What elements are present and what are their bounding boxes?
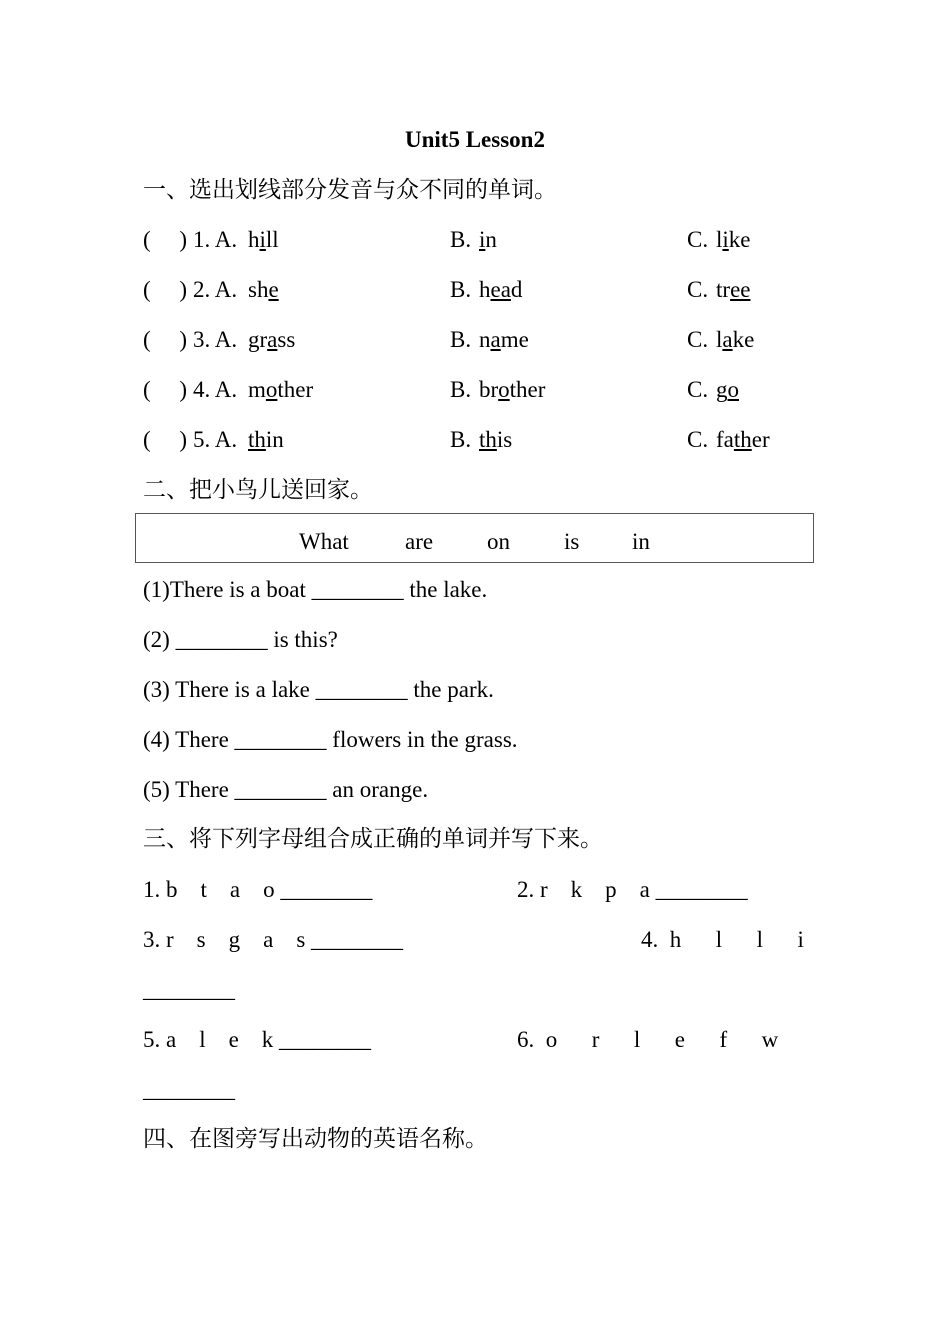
- letter-item: 6. o r l e f w: [517, 1027, 779, 1052]
- word-part: l: [716, 227, 723, 252]
- option-c-word: [716, 428, 770, 451]
- option-c-label: C.: [687, 227, 709, 252]
- section-4-heading: 四、在图旁写出动物的英语名称。: [143, 1126, 488, 1151]
- word-part: is: [496, 427, 513, 452]
- option-b-word: [479, 278, 522, 301]
- option-b-word: [479, 328, 529, 351]
- word-part: er: [751, 427, 770, 452]
- answer-bracket: ( ): [143, 427, 188, 452]
- word-part: me: [500, 327, 529, 352]
- option-c-word: [716, 278, 750, 301]
- section-3-heading: 三、将下列字母组合成正确的单词并写下来。: [143, 826, 603, 851]
- answer-bracket: ( ): [143, 227, 188, 252]
- word-bank-word: What: [299, 529, 349, 554]
- underlined-sound: ee: [730, 277, 751, 302]
- question-number: 3. A.: [193, 327, 238, 352]
- underlined-sound: i: [479, 227, 486, 252]
- underlined-sound: th: [733, 427, 752, 452]
- letter-item: 3. r s g a s ________: [143, 927, 404, 952]
- word-part: h: [248, 227, 260, 252]
- underlined-sound: a: [267, 327, 278, 352]
- underlined-sound: e: [268, 277, 279, 302]
- word-bank-word: are: [405, 529, 434, 554]
- underlined-sound: a: [490, 327, 501, 352]
- word-part: fa: [716, 427, 734, 452]
- section-2-heading: 二、把小鸟儿送回家。: [143, 477, 373, 502]
- option-a-word: [248, 278, 279, 301]
- option-b-label: B.: [450, 377, 472, 402]
- word-part: ke: [732, 327, 755, 352]
- word-part: g: [716, 377, 728, 402]
- word-part: ther: [509, 377, 546, 402]
- letter-item: 1. b t a o ________: [143, 877, 373, 902]
- option-c-label: C.: [687, 327, 709, 352]
- word-part: ther: [277, 377, 314, 402]
- underlined-sound: th: [479, 427, 497, 452]
- option-a-word: [248, 378, 313, 401]
- section-1-heading: 一、选出划线部分发音与众不同的单词。: [143, 177, 557, 202]
- answer-bracket: ( ): [143, 277, 188, 302]
- option-b-label: B.: [450, 277, 472, 302]
- letter-item: 2. r k p a ________: [517, 877, 748, 902]
- question-number: 4. A.: [193, 377, 238, 402]
- option-b-label: B.: [450, 327, 472, 352]
- fill-sentence: (2) ________ is this?: [143, 627, 338, 652]
- word-part: m: [248, 377, 266, 402]
- word-part: h: [479, 277, 491, 302]
- word-bank-word: in: [632, 529, 650, 554]
- word-part: tr: [716, 277, 731, 302]
- option-a-word: [248, 428, 284, 451]
- underlined-sound: o: [265, 377, 278, 402]
- option-c-word: [716, 228, 751, 251]
- option-c-label: C.: [687, 377, 709, 402]
- question-number: 1. A.: [193, 227, 238, 252]
- fill-sentence: (3) There is a lake ________ the park.: [143, 677, 494, 702]
- underlined-sound: ea: [490, 277, 511, 302]
- underlined-sound: o: [727, 377, 739, 402]
- word-part: ll: [265, 227, 279, 252]
- option-c-label: C.: [687, 277, 709, 302]
- underlined-sound: a: [722, 327, 733, 352]
- answer-bracket: ( ): [143, 327, 188, 352]
- word-bank-word: on: [487, 529, 510, 554]
- underlined-sound: i: [259, 227, 266, 252]
- word-part: ke: [728, 227, 751, 252]
- underlined-sound: o: [498, 377, 510, 402]
- word-part: gr: [248, 327, 268, 352]
- question-number: 2. A.: [193, 277, 238, 302]
- option-b-word: [479, 378, 545, 401]
- word-part: br: [479, 377, 499, 402]
- word-part: d: [510, 277, 523, 302]
- letter-item: 5. a l e k ________: [143, 1027, 372, 1052]
- underlined-sound: i: [722, 227, 729, 252]
- fill-sentence: (5) There ________ an orange.: [143, 777, 429, 802]
- word-bank-word: is: [564, 529, 580, 554]
- option-c-word: [716, 328, 754, 351]
- option-c-word: [716, 378, 739, 401]
- word-part: in: [265, 427, 284, 452]
- underlined-sound: th: [248, 427, 266, 452]
- word-part: ss: [277, 327, 296, 352]
- question-number: 5. A.: [193, 427, 238, 452]
- option-b-label: B.: [450, 227, 472, 252]
- letter-item-blank: ________: [143, 1077, 235, 1102]
- option-b-label: B.: [450, 427, 472, 452]
- word-part: n: [479, 327, 491, 352]
- fill-sentence: (4) There ________ flowers in the grass.: [143, 727, 518, 752]
- answer-bracket: ( ): [143, 377, 188, 402]
- letter-item: 4. h l l i: [641, 927, 804, 952]
- word-part: n: [485, 227, 497, 252]
- letter-item-blank: ________: [143, 977, 235, 1002]
- option-b-word: [479, 228, 497, 251]
- page-title: Unit5 Lesson2: [405, 127, 545, 152]
- option-a-word: [248, 328, 295, 351]
- option-c-label: C.: [687, 427, 709, 452]
- option-b-word: [479, 428, 512, 451]
- word-bank-box: [135, 513, 814, 563]
- word-part: l: [716, 327, 723, 352]
- option-a-word: [248, 228, 279, 251]
- fill-sentence: (1)There is a boat ________ the lake.: [143, 577, 488, 602]
- word-part: sh: [248, 277, 269, 302]
